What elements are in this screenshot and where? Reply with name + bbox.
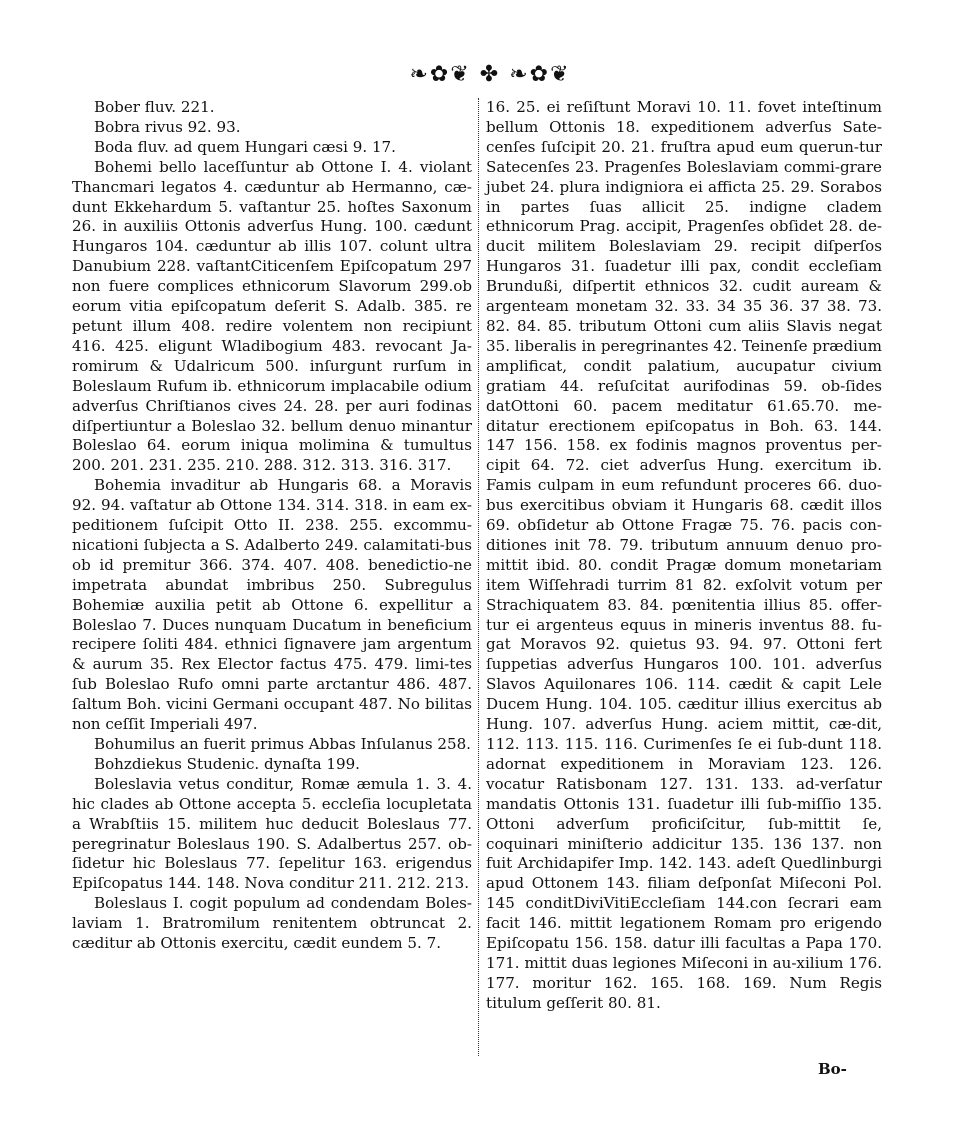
column-divider (478, 98, 479, 1056)
left-column (72, 98, 472, 954)
right-column (486, 98, 882, 1014)
catchword: Bo- (818, 1060, 847, 1078)
index-entry: 16. 25. ei reſiſtunt Moravi 10. 11. fovet inteſtinum bellum Ottonis 18. expeditionem adverſus Sate-cenſes ſuſcipit 20. 21. fruſtra apud eum querun-tur Satecenſes 23. Pragenſes Boleslaviam commi-grare jubet 24. plura indigniora ei affiсta 25. 29. Sorabos in partes ſuas allicit 25. indigne cladem ethnicorum Prag. accipit, Pragenſes obſidet 28. de-ducit militem Boleslaviam 29. recipit diſperſos Hungaros 31. ſuadetur illi pax, condit eccleſiam Brundußi, diſpertit ethnicos 32. cudit auream & argenteam monetam 32. 33. 34 35 36. 37 38. 73. 82. 84. 85. tributum Ottoni cum aliis Slavis negat 35. liberalis in peregrinantes 42. Teinenſe prædium amplificat, condit palatium, aucupatur civium gratiam 44. reſuſcitat aurifodinas 59. ob-ſides datOttoni 60. pacem meditatur 61.65.70. me-ditatur erectionem epiſcopatus in Boh. 63. 144. 147 156. 158. ex fodinis magnos proventus per-cipit 64. 72. ciet adverſus Hung. exercitum ib. Famis culpam in eum refundunt proceres 66. duo-bus exercitibus obviam it Hungaris 68. cædit illos 69. obſidetur ab Ottone Fragæ 75. 76. pacis con-ditiones init 78. 79. tributum annuum denuo pro-mittit ibid. 80. condit Pragæ domum monetariam item Wiſſehradi turrim 81 82. exſolvit votum per Strachiquatem 83. 84. pœnitentia illius 85. offer-tur ei argenteus equus in mineris inventus 88. fu-gat Moravos 92. quietus 93. 94. 97. Ottoni fert ſuppetias adverſus Hungaros 100. 101. adverſus Slavos Aquilonares 106. 114. cædit & capit Lele Ducem Hung. 104. 105. cæditur illius exercitus ab Hung. 107. adverſus Hung. aciem mittit, cæ-dit, 112. 113. 115. 116. Curimenſes ſe ei ſub-dunt 118. adornat expeditionem in Moraviam 123. 126. vocatur Ratisbonam 127. 131. 133. ad-verſatur mandatis Ottonis 131. ſuadetur illi ſub-miſſio 135. Ottoni adverſum proficiſcitur, ſub-mittit ſe, coquinari miniſterio addicitur 135. 136 137. non fuit Archidapifer Imp. 142. 143. adeſt Quedlinburgi apud Ottonem 143. filiam deſponſat Miſeconi Pol. 145 conditDiviVitiEccleſiam 144.con ſecrari eam facit 146. mittit legationem Romam pro erigendo Epiſcopatu 156. 158. datur illi facultas a Papa 170. 171. mittit duas legiones Miſeconi in au-xilium 176. 177. moritur 162. 165. 168. 169. Num Regis titulum geſſerit 80. 81. (486, 98, 882, 1012)
index-entry: Boleslaus I. cogit populum ad condendam Boles-laviam 1. Bratromilum renitentem obtruncat 2. cæditur ab Ottonis exercitu, cædit eundem 5. 7. (72, 894, 472, 953)
index-entry: Bohzdiekus Studenic. dynaſta 199. (94, 754, 360, 773)
index-entry: Bober fluv. 221. (94, 98, 215, 116)
index-entry: Boleslavia vetus conditur, Romæ æmula 1. 3. 4. hic clades ab Ottone accepta 5. eccleſia locupletata a Wrabſtiis 15. militem huc deducit Boleslaus 77. peregrinatur Boleslaus 190. S. Adalbertus 257. ob-ſidetur hic Boleslaus 77. ſepelitur 163. erigendus Epiſcopatus 144. 148. Nova conditur 211. 212. 213. (72, 774, 472, 893)
index-entry: Bohemia invaditur ab Hungaris 68. a Moravis 92. 94. vaſtatur ab Ottone 134. 314. 318. in eam ex-peditionem ſuſcipit Otto II. 238. 255. excommu-nicationi ſubjecta a S. Adalberto 249. calamitati-bus ob id premitur 366. 374. 407. 408. benedictio-ne impetrata abundat imbribus 250. Subregulus Bohemiæ auxilia petit ab Ottone 6. expellitur a Boleslao 7. Duces nunquam Ducatum in beneficium recipere ſoliti 484. ethnici ſignavere jam argentum & aurum 35. Rex Elector factus 475. 479. limi-tes ſub Boleslao Rufo omni parte arctantur 486. 487. ſaltum Boh. vicini Germani occupant 487. No bilitas non ceſſit Imperiali 497. (72, 476, 472, 734)
header-ornament: ❧✿❦ ✤ ❧✿❦ (409, 62, 571, 87)
index-entry: Bohumilus an fuerit primus Abbas Inſulanus 258. (94, 735, 471, 753)
index-entry: Boda fluv. ad quem Hungari cæsi 9. 17. (94, 137, 396, 156)
index-entry: Bobra rivus 92. 93. (94, 117, 241, 136)
index-entry: Bohemi bello laceſſuntur ab Ottone I. 4. violant Thancmari legatos 4. cæduntur ab Hermanno, cæ-dunt Ekkehardum 5. vaſtantur 25. hoſtes Saxonum 26. in auxiliis Ottonis adverſus Hung. 100. cædunt Hungaros 104. cæduntur ab illis 107. colunt ultra Danubium 228. vaſtantCiticenſem Epiſcopatum 297 non fuere complices ethnicorum Slavorum 299.ob eorum vitia epiſcopatum deſerit S. Adalb. 385. re petunt illum 408. redire volentem non recipiunt 416. 425. eligunt Wladibogium 483. revocant Ja-romirum & Udalricum 500. inſurgunt rurſum in Boleslaum Rufum ib. ethnicorum implacabile odium adverſus Chriſtianos cives 24. 28. per auri fodinas diſpertiuntur a Boleslao 32. bellum denuo minantur Boleslao 64. eorum iniqua molimina & tumultus 200. 201. 231. 235. 210. 288. 312. 313. 316. 317. (72, 157, 472, 475)
